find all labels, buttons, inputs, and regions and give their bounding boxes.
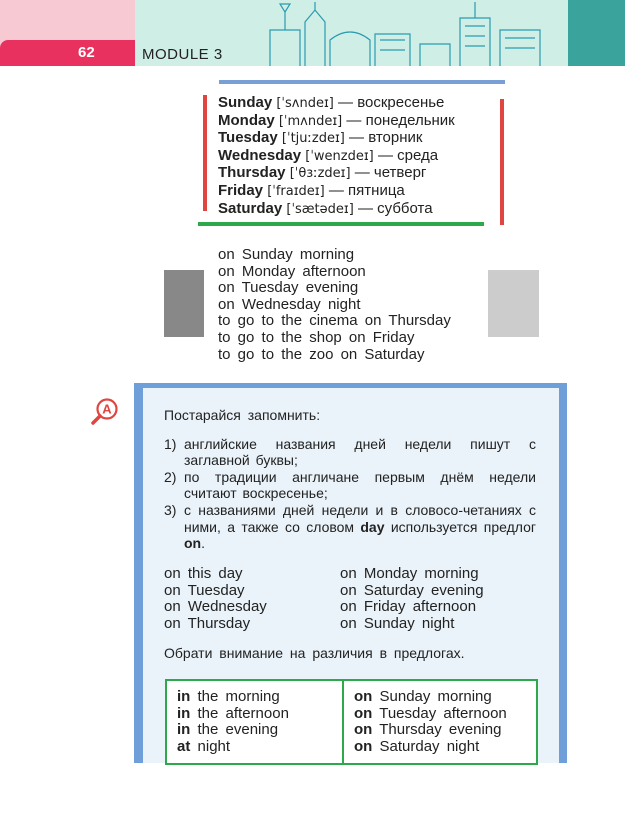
- compare-row: at night: [177, 737, 231, 755]
- phrase-item: to go to the shop on Friday: [218, 328, 415, 346]
- compare-left-column: [167, 681, 344, 763]
- day-row: Sunday [ˈsʌndeɪ] — воскресенье: [218, 94, 445, 111]
- example-item: on Friday afternoon: [340, 598, 477, 616]
- phrase-item: on Tuesday evening: [218, 279, 359, 297]
- days-box-bottom-border: [198, 222, 484, 226]
- day-row: Friday [ˈfraɪdeɪ] — пятница: [218, 181, 405, 199]
- days-box-left-border: [203, 95, 207, 211]
- examples-left: [164, 566, 340, 632]
- days-of-week-list: [218, 95, 455, 218]
- compare-row: on Thursday evening: [354, 721, 502, 739]
- rules-list: [164, 436, 536, 552]
- phrase-list: [218, 247, 451, 363]
- remember-title: Постарайся запомнить:: [164, 407, 321, 423]
- page-number: 62: [78, 44, 95, 61]
- city-skyline-illustration: [260, 0, 560, 66]
- example-item: on Thursday: [164, 614, 251, 632]
- day-row: Tuesday [ˈtjuːzdeɪ] — вторник: [218, 129, 423, 147]
- attention-magnifier-icon: [90, 397, 120, 427]
- example-item: on Saturday evening: [340, 581, 484, 599]
- preposition-compare-table: [165, 679, 538, 765]
- phrase-item: to go to the cinema on Thursday: [218, 312, 451, 330]
- compare-right-column: [344, 681, 507, 763]
- rule-item: 1) английские названия дней недели пишут с заглавной буквы;: [164, 435, 536, 469]
- compare-row: in the morning: [177, 688, 280, 705]
- rule-item: 3) с названиями дней недели и в словосо-четаниях с ними, а также со словом day используется предлог on.: [164, 501, 536, 552]
- examples-right: [340, 566, 484, 632]
- module-label: MODULE 3: [142, 46, 223, 63]
- rule-box-right-border: [559, 383, 567, 763]
- phrase-item: on Monday afternoon: [218, 262, 366, 280]
- rule-box-top-border: [134, 383, 567, 388]
- rule-box-left-border: [134, 383, 143, 763]
- example-item: on Monday morning: [340, 565, 479, 582]
- compare-row: in the evening: [177, 721, 279, 739]
- notice-text: Обрати внимание на различия в предлогах.: [164, 645, 465, 661]
- example-item: on Sunday night: [340, 614, 455, 632]
- header-page-band: [0, 40, 135, 66]
- day-row: Monday [ˈmʌndeɪ] — понедельник: [218, 111, 455, 129]
- example-item: on Tuesday: [164, 581, 245, 599]
- rule-item: 2) по традиции англичане первым днём недели считают воскресенье;: [164, 468, 536, 502]
- example-item: on Wednesday: [164, 598, 267, 616]
- gray-block-right: [488, 270, 539, 337]
- compare-row: on Tuesday afternoon: [354, 704, 507, 722]
- phrase-item: to go to the zoo on Saturday: [218, 345, 425, 363]
- day-row: Thursday [ˈθɜːzdeɪ] — четверг: [218, 164, 427, 182]
- header-right-block: [568, 0, 625, 66]
- days-box-right-border: [500, 99, 504, 225]
- svg-text:A: A: [102, 401, 112, 417]
- day-row: Saturday [ˈsætədeɪ] — суббота: [218, 199, 433, 217]
- day-row: Wednesday [ˈwenzdeɪ] — среда: [218, 146, 439, 164]
- example-item: on this day: [164, 565, 243, 582]
- phrase-item: on Wednesday night: [218, 295, 361, 313]
- examples-columns: [164, 566, 536, 632]
- compare-row: on Sunday morning: [354, 688, 492, 705]
- gray-block-left: [164, 270, 204, 337]
- days-box-top-border: [219, 80, 505, 84]
- rule-text: [164, 407, 536, 552]
- compare-row: on Saturday night: [354, 737, 480, 755]
- compare-row: in the afternoon: [177, 704, 289, 722]
- phrase-item: on Sunday morning: [218, 246, 355, 263]
